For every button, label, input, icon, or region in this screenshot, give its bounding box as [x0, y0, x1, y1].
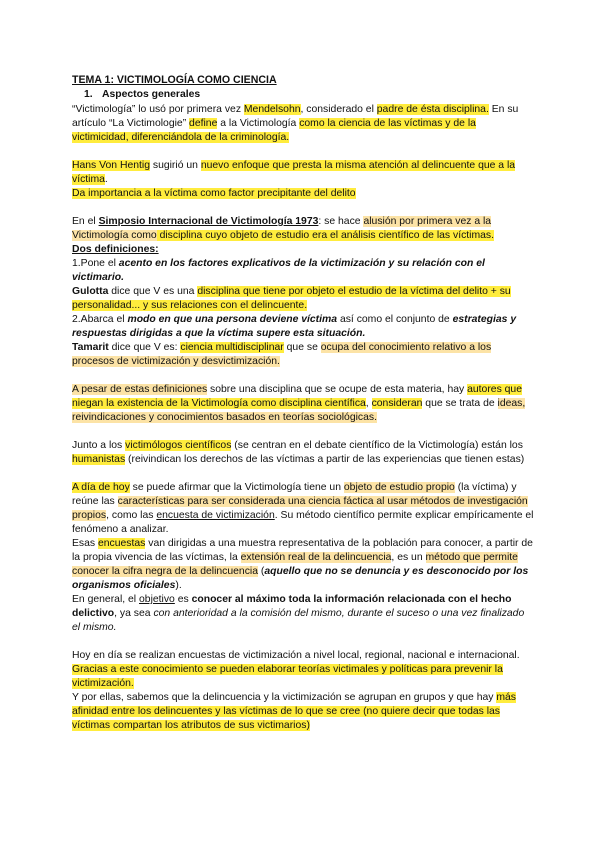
- author: Gulotta: [72, 286, 109, 297]
- bold-italic: aquello que no se denuncia y es desconocido por los organismos oficiales: [72, 566, 529, 591]
- text: así como el conjunto de: [337, 314, 453, 325]
- text: ,: [365, 398, 372, 409]
- text: Hoy en día se realizan encuestas de victimización a nivel local, regional, nacional e internacional.: [72, 650, 520, 661]
- text: Junto a los: [72, 440, 126, 451]
- paragraph-gulotta: [72, 285, 534, 313]
- text: que se trata de: [422, 398, 498, 409]
- text: : se hace: [318, 216, 364, 227]
- paragraph-por-ellas: [72, 691, 534, 733]
- highlight: ideas, reivindicaciones y conocimientos basados en teorías sociológicas.: [72, 398, 526, 423]
- highlight: más afinidad entre los delincuentes y las víctimas de lo que se cree (no quiere decir que todas las víctimas compartan los atributos de sus victimarios): [72, 692, 516, 731]
- paragraph-tamarit: [72, 341, 534, 369]
- paragraph-mendelsohn: [72, 103, 534, 145]
- definition-2: [72, 313, 534, 341]
- text: .: [104, 174, 108, 185]
- bold-italic: estrategias y respuestas dirigidas a que la víctima supere esta situación.: [72, 314, 517, 339]
- text: , ya sea: [114, 608, 154, 619]
- definitions-heading: Dos definiciones:: [72, 244, 159, 255]
- bold-italic: modo en que una persona deviene víctima: [127, 314, 338, 325]
- highlight: Hans Von Hentig: [72, 160, 150, 171]
- underlined: objetivo: [139, 594, 175, 605]
- paragraph-hoy-en-dia: [72, 649, 534, 691]
- bold-underline: Simposio Internacional de Victimología 1973: [98, 216, 319, 227]
- document-body: [72, 73, 534, 733]
- text: En su artículo “La Victimologie”: [72, 104, 519, 129]
- text: “Victimología” lo usó por primera vez: [72, 104, 244, 115]
- highlight: disciplina que tiene por objeto el estudio de la víctima del delito + su personalidad... y sus relaciones con el delincuente.: [72, 286, 511, 311]
- text: Esas: [72, 538, 98, 549]
- text: dice que V es una: [108, 286, 198, 297]
- paragraph-encuestas: [72, 537, 534, 593]
- highlight: define: [189, 118, 218, 129]
- paragraph-dia-de-hoy: [72, 481, 534, 537]
- highlight: consideran: [371, 398, 423, 409]
- highlight: A día de hoy: [72, 482, 130, 493]
- text: En general, el: [72, 594, 140, 605]
- text: (se centran en el debate científico de la Victimología) están los: [231, 440, 523, 451]
- text: , considerado el: [300, 104, 377, 115]
- highlight: ocupa del conocimiento relativo a los procesos de victimización y desvictimización.: [72, 342, 492, 367]
- text: En el: [72, 216, 99, 227]
- text: dice que V es:: [108, 342, 181, 353]
- text: Y por ellas, sabemos que la delincuencia y la victimización se agrupan en grupos y que hay: [72, 692, 497, 703]
- highlight: objeto de estudio propio: [343, 482, 455, 493]
- text: 1.Pone el: [72, 258, 119, 269]
- section-heading: [72, 88, 534, 102]
- text: Su método científico permite explicar empíricamente el fenómeno a analizar.: [72, 510, 534, 535]
- text: se puede afirmar que la Victimología tiene un: [129, 482, 344, 493]
- paragraph-simposio: [72, 215, 534, 243]
- highlight: A pesar de estas definiciones: [72, 384, 208, 395]
- highlight: victimólogos científicos: [125, 440, 232, 451]
- highlight: Da importancia a la víctima como factor precipitante del delito: [72, 188, 356, 199]
- definition-1: [72, 257, 534, 285]
- text: (: [258, 566, 265, 577]
- text: que se: [283, 342, 321, 353]
- section-label: Aspectos generales: [102, 89, 201, 100]
- text: 2.Abarca el: [72, 314, 128, 325]
- text: es: [174, 594, 192, 605]
- bold-italic: acento en los factores explicativos de la victimización y su relación con el victimario.: [72, 258, 485, 283]
- highlight: disciplina cuyo objeto de estudio era el análisis científico de las víctimas.: [156, 230, 494, 241]
- highlight: padre de ésta disciplina.: [376, 104, 489, 115]
- highlight: método que permite conocer la cifra negra de la delincuencia: [72, 552, 518, 577]
- text: a la Victimología: [217, 118, 300, 129]
- author: Tamarit: [72, 342, 109, 353]
- paragraph-von-hentig: [72, 159, 534, 187]
- highlight: extensión real de la delincuencia: [240, 552, 392, 563]
- italic: con anterioridad a la comisión del mismo, durante el suceso o una vez finalizado el mismo.: [72, 608, 525, 633]
- paragraph-objetivo: [72, 593, 534, 635]
- highlight: ciencia multidisciplinar: [180, 342, 284, 353]
- text: van dirigidas a una muestra representativa de la población para conocer, a partir de la propia vivencia de las víctimas, la: [72, 538, 533, 563]
- highlight: encuestas: [98, 538, 146, 549]
- underlined: encuesta de victimización: [156, 510, 275, 521]
- section-number: 1.: [84, 89, 93, 100]
- text: .: [274, 510, 281, 521]
- bold: conocer al máximo toda la información relacionada con el hecho delictivo: [72, 594, 512, 619]
- paragraph-factor: [72, 187, 534, 201]
- text: ).: [175, 580, 182, 591]
- text: (reivindican los derechos de las víctimas a partir de las experiencias que tienen estas): [125, 454, 525, 465]
- paragraph-victimologos: [72, 439, 534, 467]
- highlight: autores que niegan la existencia de la Victimología como disciplina científica: [72, 384, 522, 409]
- page-title: TEMA 1: VICTIMOLOGÍA COMO CIENCIA: [72, 74, 277, 86]
- highlight: características para ser considerada una ciencia fáctica al usar métodos de investigación propios: [72, 496, 528, 521]
- text: sugirió un: [149, 160, 201, 171]
- text: , es un: [391, 552, 426, 563]
- highlight: nuevo enfoque que presta la misma atención al delincuente que a la víctima: [72, 160, 516, 185]
- highlight: Gracias a este conocimiento se pueden elaborar teorías victimales y políticas para prevenir la victimización.: [72, 664, 503, 689]
- text: (la víctima) y reúne las: [72, 482, 517, 507]
- text: sobre una disciplina que se ocupe de esta materia, hay: [207, 384, 468, 395]
- highlight: como la ciencia de las víctimas y de la victimicidad, diferenciándola de la criminología.: [72, 118, 476, 143]
- highlight: Mendelsohn: [243, 104, 301, 115]
- text: , como las: [106, 510, 157, 521]
- paragraph-pesar: [72, 383, 534, 425]
- highlight: alusión por primera vez a la Victimología como: [72, 216, 492, 241]
- highlight: humanistas: [72, 454, 126, 465]
